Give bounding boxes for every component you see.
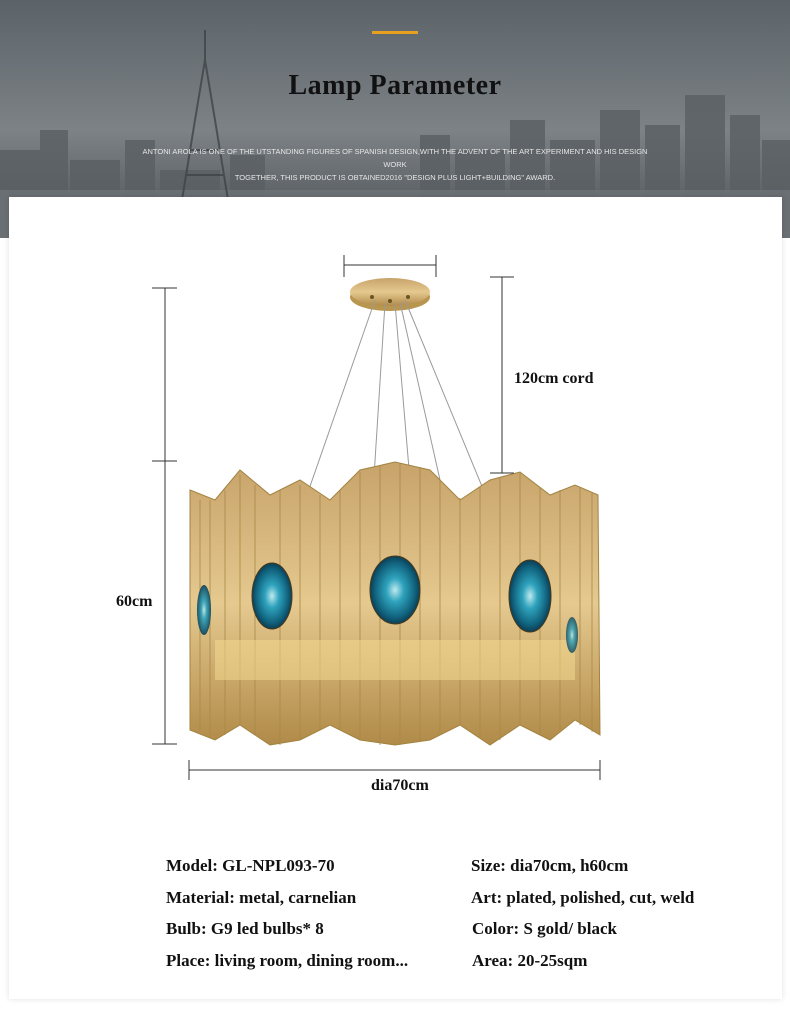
cord-length-label: 120cm cord	[514, 370, 594, 387]
agate-stone	[509, 560, 551, 632]
spec-model: Model: GL-NPL093-70	[166, 856, 335, 875]
spec-place: Place: living room, dining room...	[166, 951, 409, 970]
page-title: Lamp Parameter	[288, 70, 502, 101]
agate-stone	[566, 617, 578, 653]
subtitle-line-1: ANTONI AROLA IS ONE OF THE UTSTANDING FIGURES OF SPANISH DESIGN,WITH THE ADVENT OF THE ART EXPERIMENT AND HIS DESIGN WORK	[142, 147, 648, 169]
spec-area: Area: 20-25sqm	[472, 951, 588, 970]
height-label: 60cm	[116, 593, 153, 610]
spec-size: Size: dia70cm, h60cm	[471, 856, 629, 875]
agate-stone	[197, 585, 211, 635]
spec-art: Art: plated, polished, cut, weld	[471, 888, 695, 907]
lamp-body	[190, 462, 600, 745]
spec-color: Color: S gold/ black	[472, 919, 617, 938]
agate-stone	[252, 563, 292, 629]
subtitle-line-2: TOGETHER, THIS PRODUCT IS OBTAINED2016 "DESIGN PLUS LIGHT+BUILDING" AWARD.	[234, 173, 556, 182]
diameter-label: dia70cm	[371, 777, 429, 794]
lamp-canopy	[350, 278, 430, 311]
spec-material: Material: metal, carnelian	[166, 888, 357, 907]
agate-stone	[370, 556, 420, 624]
spec-bulb: Bulb: G9 led bulbs* 8	[166, 919, 324, 938]
